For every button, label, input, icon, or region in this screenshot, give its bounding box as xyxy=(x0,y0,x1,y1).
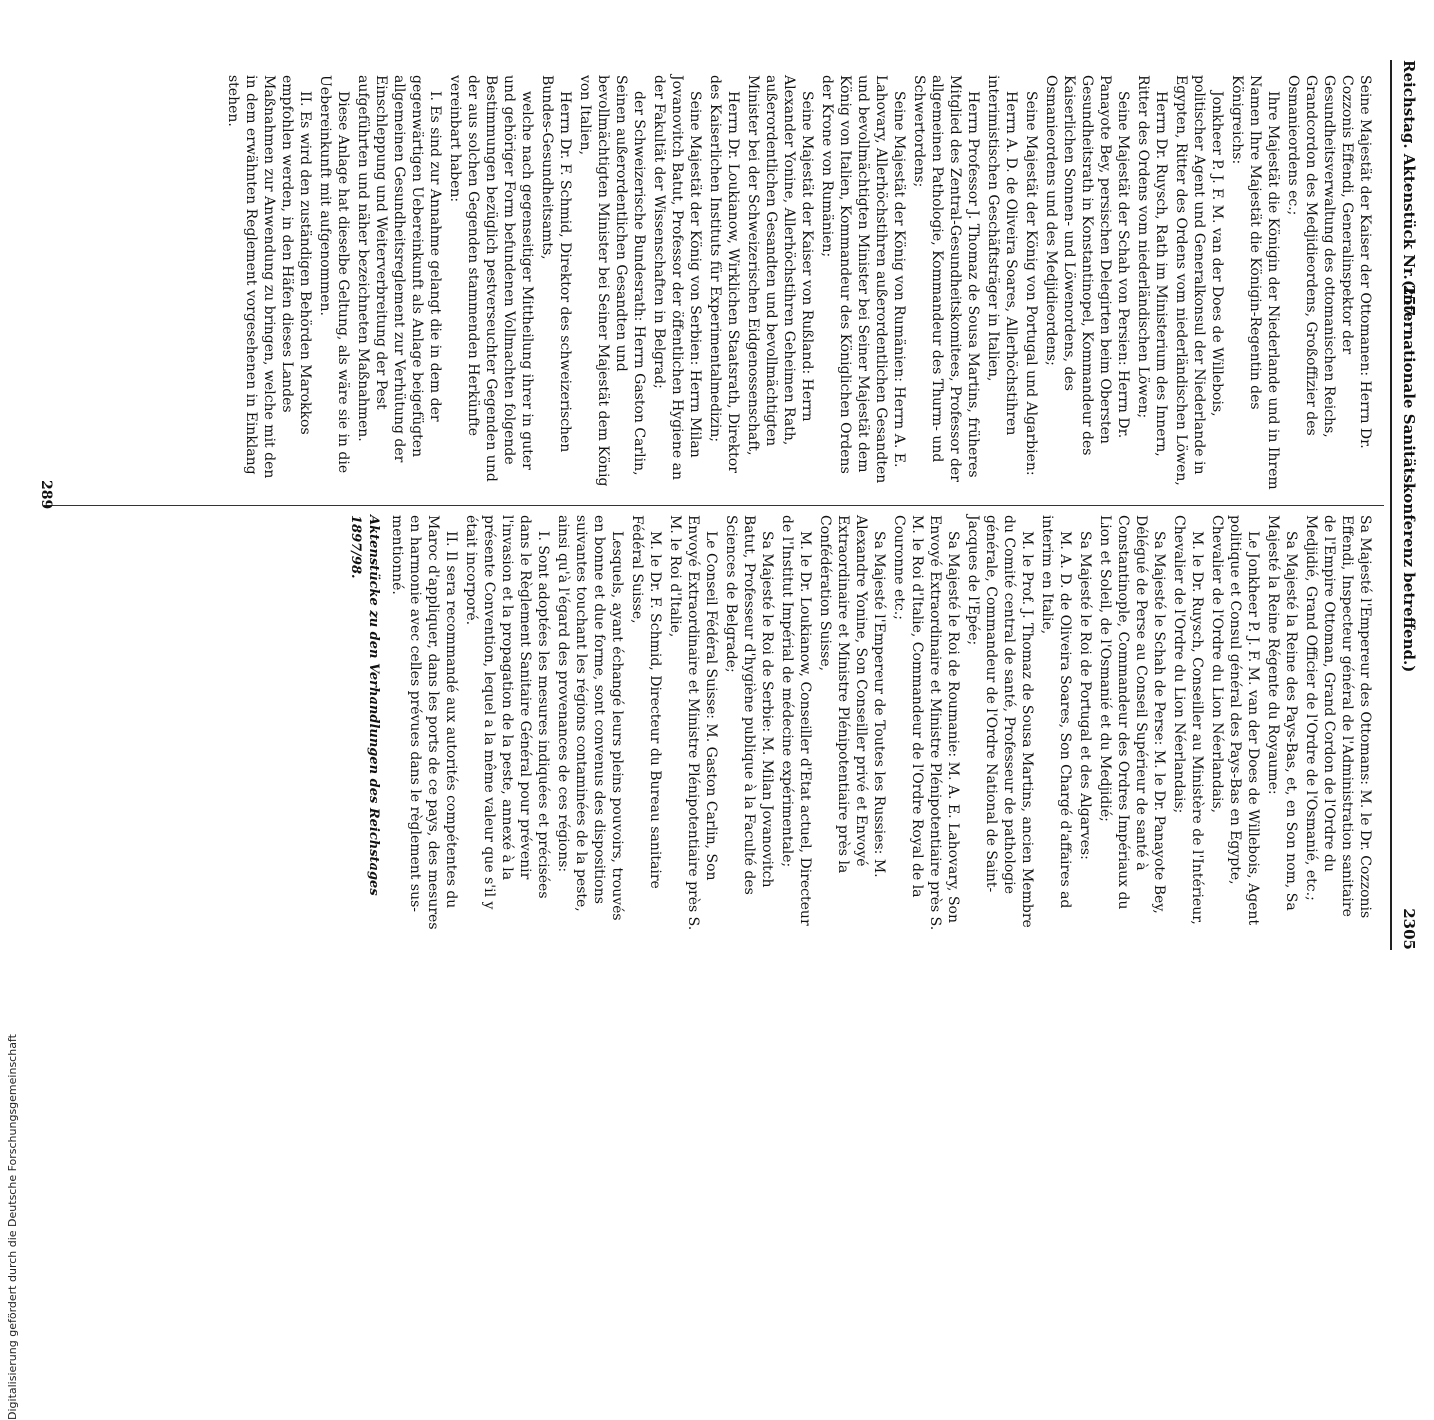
french-paragraph: M. le Prof. J. Thomaz de Sousa Martins, ancien Membre du Comité central de santé, Professeur de pathologie générale, Commandeur de l'Ordre National de Saint-Jacques de l'Epée; xyxy=(965,515,1035,928)
french-paragraph: Sa Majesté le Schah de Perse: M. le Dr. Panayote Bey, Délégué de Perse au Conseil Supérieur de santé à Constantinople, Commandeur des Ordres Impériaux du Lion et Soleil, de l'Osmanié et du Medjidié; xyxy=(1097,515,1167,914)
french-paragraph: Le Jonkheer P. J. F. M. van der Does de Willebois, Agent politique et Consul général des Pays-Bas en Egypte, Chevalier de l'Ordre du Lion Néerlandais, xyxy=(1209,515,1261,926)
german-paragraph: Seine Majestät der König von Serbien: Herrn Milan Jovanovitch Batut, Professor der öffentlichen Hygiene an der Fakultät der Wissenschaften in Belgrad; xyxy=(651,75,703,481)
french-paragraph: Sa Majesté le Roi de Portugal et des Algarves: xyxy=(1077,531,1093,860)
french-paragraph: M. le Dr. Loukianow, Conseiller d'Etat actuel, Directeur de l'Institut Impérial de médecine expérimentale; xyxy=(779,515,813,926)
german-paragraph: Seine Majestät der König von Rumänien: Herrn A. E. Lahovary, Allerhöchstihren außerordentlichen Gesandten und bevollmächtigten Minister bei Seiner Majestät dem König von Italien, Kommandeur des Königlichen Ordens der Krone von Rumänien; xyxy=(819,75,907,484)
french-paragraph: Sa Majesté l'Empereur de Toutes les Russies: M. Alexandre Yonine, Son Conseiller privé et Envoyé Extraordinaire et Ministre Plénipotentiaire près la Confédération Suisse, xyxy=(817,515,887,878)
french-paragraph: Sa Majesté le Roi de Serbie: M. Milan Jovanovitch Batut, Professeur d'hygiène publique à la Faculté des Sciences de Belgrade; xyxy=(723,515,775,895)
page-number-top: 2305 xyxy=(1400,908,1418,950)
page-number-bottom: 289 xyxy=(38,480,54,510)
german-paragraph: Seine Majestät der König von Portugal und Algarbien: xyxy=(1023,91,1039,476)
french-paragraph: Lesquels, ayant échangé leurs pleins pouvoirs, trouvés en bonne et due forme, sont convenus des dispositions suivantes touchant les régions contaminées de la peste, ainsi qu'à l'égard des provenances de ces régions: xyxy=(555,515,625,921)
german-paragraph: Ihre Majestät die Königin der Niederlande und in Ihrem Namen Ihre Majestät die Königin-Regentin des Königreichs: xyxy=(1229,75,1281,490)
german-paragraph: Herrn Dr. F. Schmid, Direktor des schweizerischen Bundes-Gesundheitsamts, xyxy=(539,75,573,453)
german-paragraph: welche nach gegenseitiger Mittheilung ihrer in guter und gehöriger Form befundenen Vollmachten folgende Bestimmungen bezüglich pestverseuchter Gegenden und der aus solchen Gegenden stammenden Herkünfte vereinbart haben: xyxy=(447,75,535,482)
german-paragraph: Jonkheer P. J. F. M. van der Does de Willebois, politischer Agent und Generalkonsul der Niederlande in Egypten, Ritter des Ordens vom niederländischen Löwen, xyxy=(1173,75,1225,486)
german-paragraph: Herrn Dr. Loukianow, Wirklichen Staatsrath, Direktor des Kaiserlichen Instituts für Experimentalmedizin; xyxy=(707,75,741,473)
header-left: Reichstag. Aktenstück Nr. 257. xyxy=(1400,60,1418,322)
french-paragraph: Sa Majesté la Reine des Pays-Bas, et, en Son nom, Sa Majesté la Reine Régente du Royaume: xyxy=(1265,515,1299,911)
digitization-credit: Digitalisierung gefördert durch die Deutsche Forschungsgemeinschaft xyxy=(6,1034,19,1420)
german-paragraph: Seine Majestät der Schah von Persien: Herrn Dr. Panayote Bey, persischen Delegirten beim Obersten Gesundheitsrath in Konstantinopel, Kommandeur des Kaiserlichen Sonnen- und Löwenordens, des Osmanieordens und des Medjidieordens; xyxy=(1043,75,1131,456)
german-paragraph: Seine Majestät der Kaiser der Ottomanen: Herrn Dr. Cozzonis Effendi, Generalinspektor der Gesundheitsverwaltung des ottomanischen Reichs, Grandcordon des Medjidieordens, Großoffizier des Osmanieordens ec.; xyxy=(1285,75,1373,449)
french-paragraph: M. le Dr. F. Schmid, Directeur du Bureau sanitaire Fédéral Suisse, xyxy=(629,515,663,889)
footer-note: Aktenstücke zu den Verhandlungen des Reichstages 1897/98. xyxy=(348,515,381,896)
page-header xyxy=(1390,60,1428,950)
french-paragraph: I. Sont adoptées les mesures indiquées et précisées dans le Règlement Sanitaire Général pour prévenir l'invasion et la propagation de la peste, annexé à la présente Convention, lequel a la même valeur que s'il y était incorporé. xyxy=(463,515,551,910)
german-paragraph: II. Es wird den zuständigen Behörden Marokkos empfohlen werden, in den Häfen dieses Landes Maßnahmen zur Anwendung zu bringen, welche mit den in dem erwähnten Reglement vorgesehenen in Einklang stehen. xyxy=(225,75,313,479)
header-center: (Internationale Sanitätskonferenz betreffend.) xyxy=(1400,280,1418,673)
french-paragraph: Sa Majesté l'Empereur des Ottomans: M. le Dr. Cozzonis Effendi, Inspecteur général de l'Administration sanitaire de l'Empire Ottoman, Grand Cordon de l'Ordre du Medjidié, Grand Officier de l'Ordre de l'Osmanié, etc.; xyxy=(1303,515,1373,919)
german-paragraph: I. Es sind zur Annahme gelangt die in dem der gegenwärtigen Uebereinkunft als Anlage beigefügten allgemeinen Gesundheitsreglement zur Verhütung der Einschleppung und Weiterverbreitung der Pest aufgeführten und näher bezeichneten Maßnahmen. xyxy=(355,75,443,463)
french-column xyxy=(346,515,1374,935)
german-paragraph: Herrn Professor J. Thomaz de Sousa Martins, früheres Mitglied des Zentral-Gesundheitskomitees, Professor der allgemeinen Pathologie, Kommandeur des Thurm- und Schwertordens; xyxy=(911,75,981,482)
german-column xyxy=(222,75,1374,495)
german-paragraph: Herrn A. D. de Oliveira Soares, Allerhöchstihren interimistischen Geschäftsträger in Italien, xyxy=(985,75,1019,436)
french-paragraph: M. le Dr. Ruysch, Conseiller au Ministère de l'Intérieur, Chevalier de l'Ordre du Lion Néerlandais; xyxy=(1171,515,1205,925)
german-paragraph: Seine Majestät der Kaiser von Rußland: Herrn Alexander Yonine, Allerhöchstihren Geheimen Rath, außerordentlichen Gesandten und bevollmächtigten Minister bei der Schweizerischen Eidgenossenschaft, xyxy=(745,75,815,456)
french-paragraph: Sa Majesté le Roi de Roumanie: M. A. E. Lahovary, Son Envoyé Extraordinaire et Ministre Plénipotentiaire près S. M. le Roi d'Italie, Commandeur de l'Ordre Royal de la Couronne etc.; xyxy=(891,515,961,931)
german-paragraph: Diese Anlage hat dieselbe Geltung, als wäre sie in die Uebereinkunft mit aufgenommen. xyxy=(317,75,351,474)
french-paragraph: M. A. D. de Oliveira Soares, Son Chargé d'affaires ad interim en Italie, xyxy=(1039,515,1073,909)
column-divider xyxy=(44,505,1384,506)
french-paragraph: Le Conseil Fédéral Suisse: M. Gaston Carlin, Son Envoyé Extraordinaire et Ministre Plénipotentiaire près S. M. le Roi d'Italie, xyxy=(667,515,719,931)
german-paragraph: der Schweizerische Bundesrath: Herrn Gaston Carlin, Seinen außerordentlichen Gesandten und bevollmächtigten Minister bei Seiner Majestät dem König von Italien, xyxy=(577,75,647,487)
german-paragraph: Herrn Dr. Ruysch, Rath im Ministerium des Innern, Ritter des Ordens vom niederländischen Löwen; xyxy=(1135,75,1169,457)
french-paragraph: II. Il sera recommandé aux autorités compétentes du Maroc d'appliquer, dans les ports de ce pays, des mesures en harmonie avec celles prévues dans le règlement sus-mentionné. xyxy=(389,515,459,930)
